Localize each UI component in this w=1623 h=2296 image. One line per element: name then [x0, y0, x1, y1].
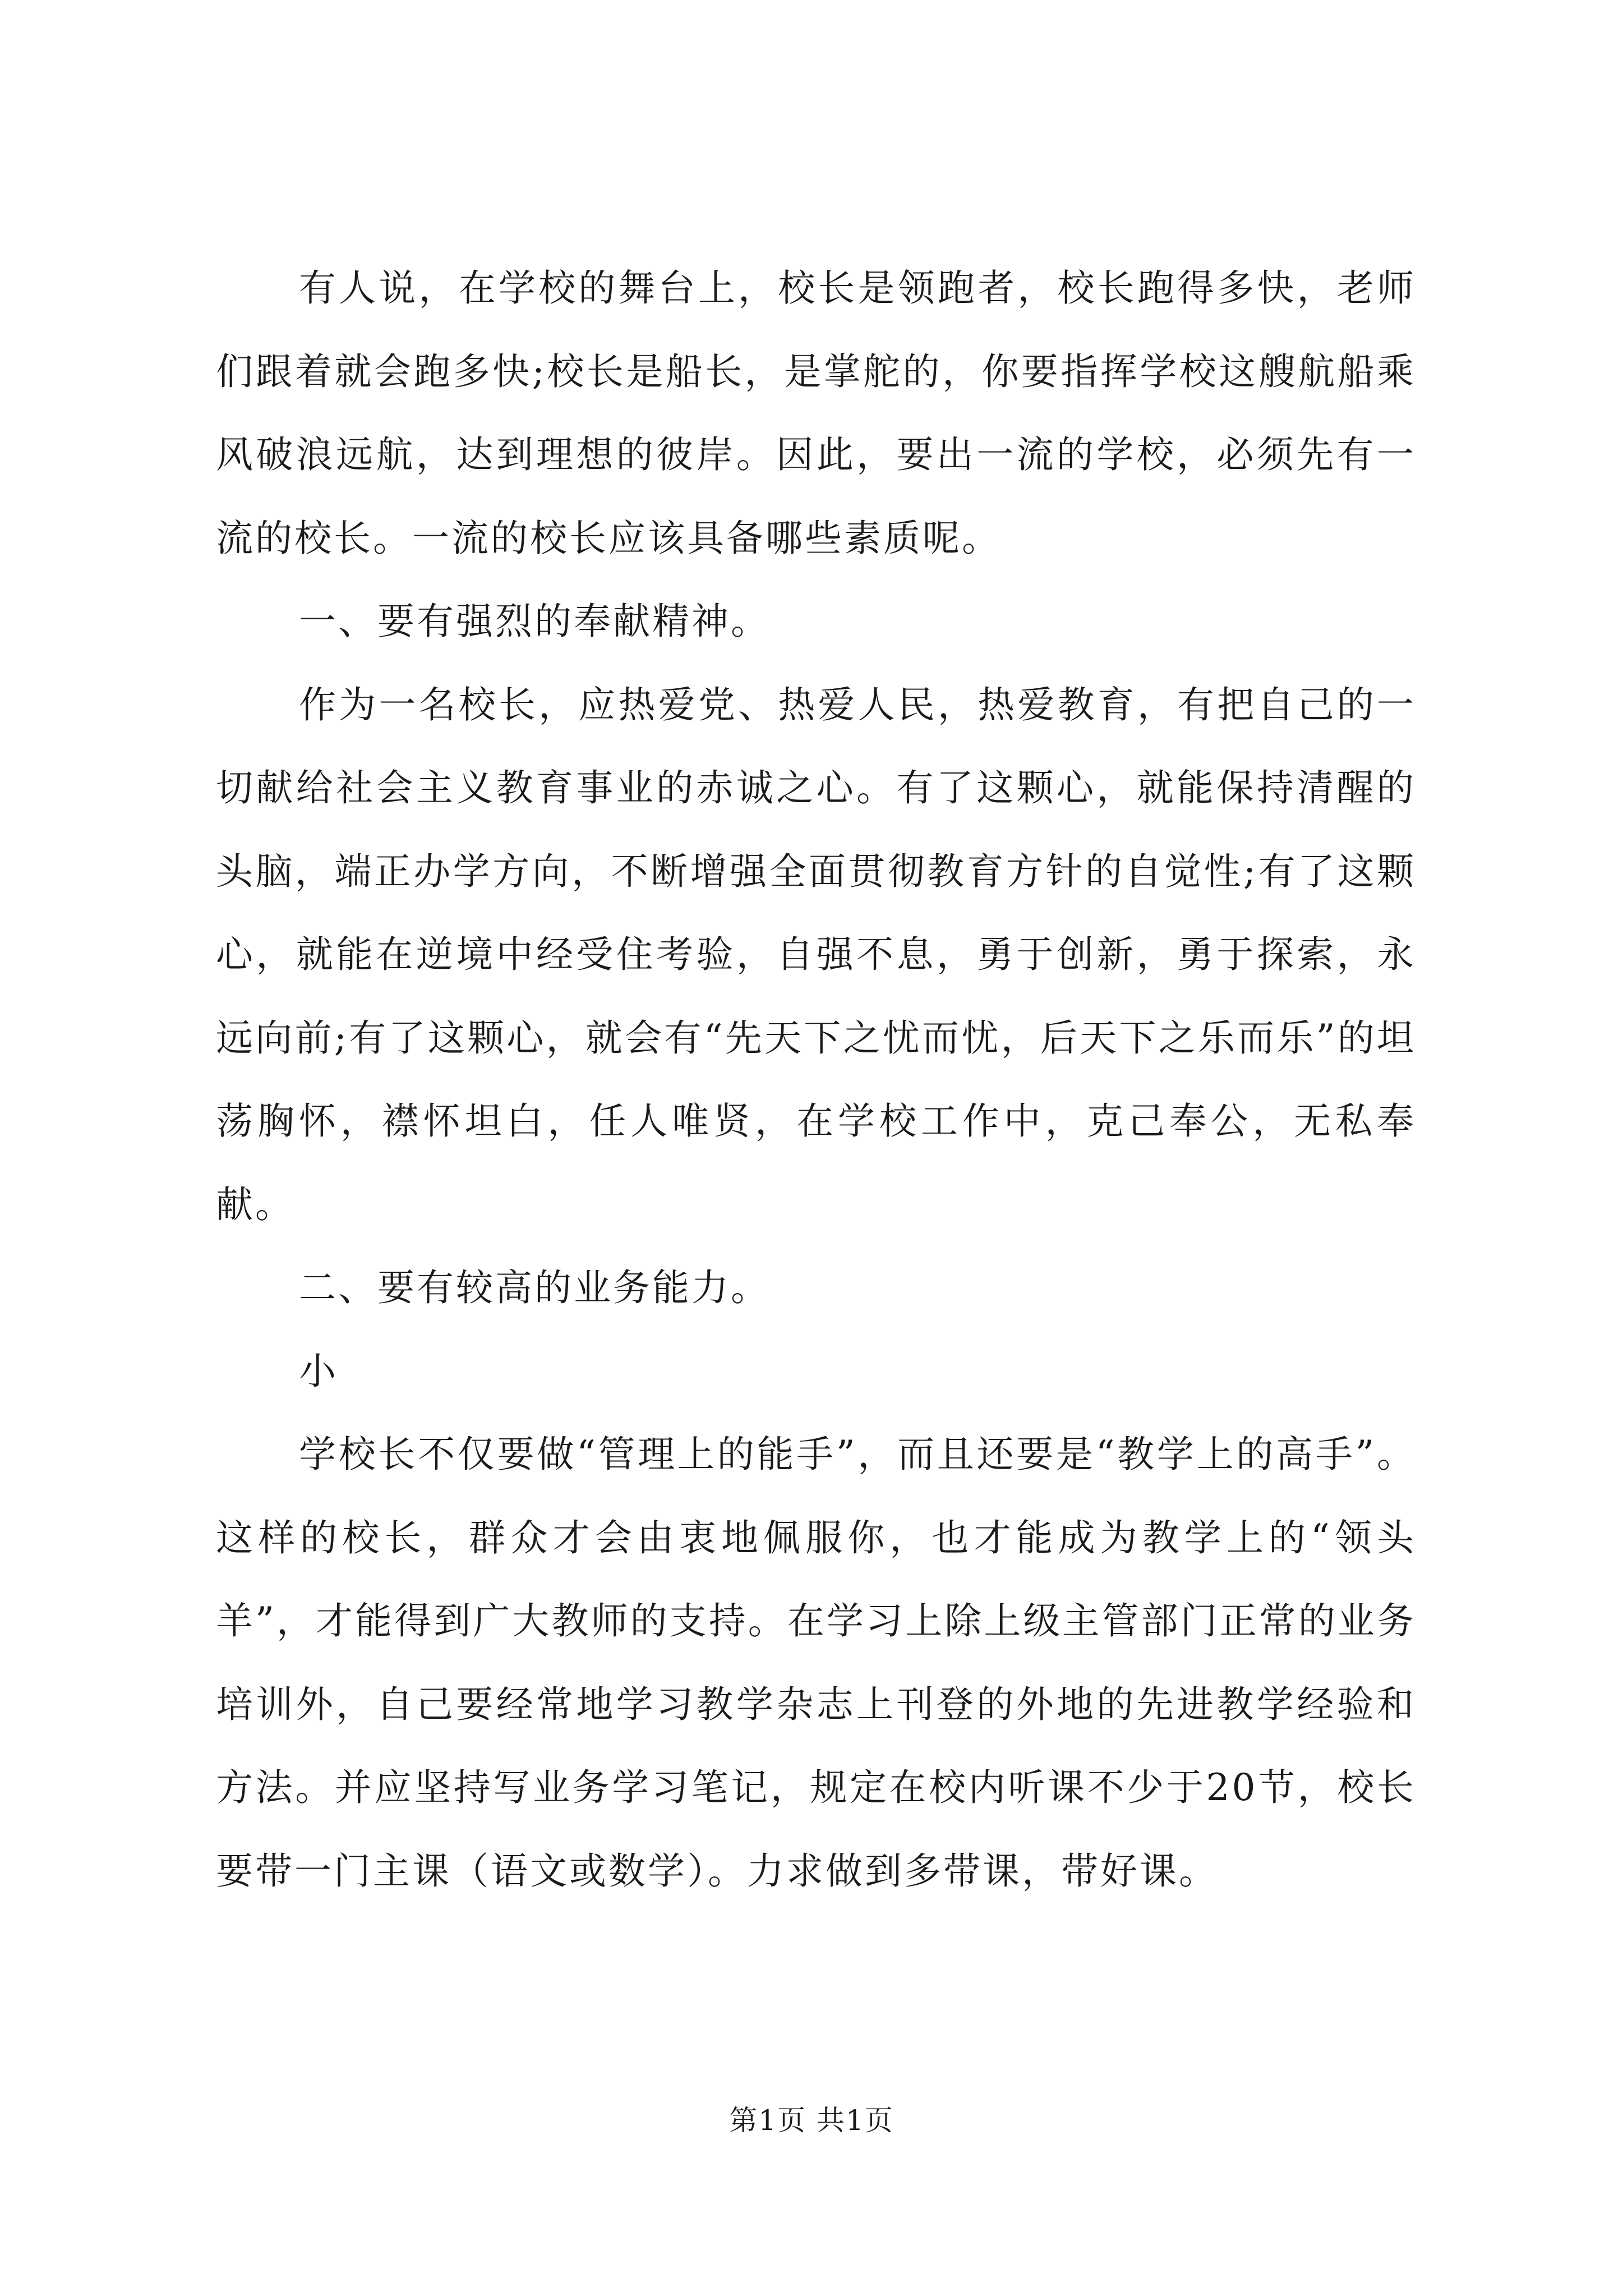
document-body	[216, 247, 1416, 1913]
section-1-paragraph: 作为一名校长，应热爱党、热爱人民，热爱教育，有把自己的一切献给社会主义教育事业的赤诚之心。有了这颗心，就能保持清醒的头脑，端正办学方向，不断增强全面贯彻教育方针的自觉性;有了这颗心，就能在逆境中经受住考验，自强不息，勇于创新，勇于探索，永远向前;有了这颗心，就会有“先天下之忧而忧，后天下之乐而乐”的坦荡胸怀，襟怀坦白，任人唯贤，在学校工作中，克己奉公，无私奉献。	[216, 683, 1416, 1226]
section-heading-1: 一、要有强烈的奉献精神。	[299, 600, 770, 643]
section-heading-2: 二、要有较高的业务能力。	[299, 1266, 770, 1309]
intro-paragraph: 有人说，在学校的舞台上，校长是领跑者，校长跑得多快，老师们跟着就会跑多快;校长是船长，是掌舵的，你要指挥学校这艘航船乘风破浪远航，达到理想的彼岸。因此，要出一流的学校，必须先有一流的校长。一流的校长应该具备哪些素质呢。	[216, 266, 1416, 560]
stray-character-line: 小	[299, 1349, 338, 1393]
section-2-paragraph: 学校长不仅要做“管理上的能手”，而且还要是“教学上的高手”。这样的校长，群众才会由衷地佩服你，也才能成为教学上的“领头羊”，才能得到广大教师的支持。在学习上除上级主管部门正常的业务培训外，自己要经常地学习教学杂志上刊登的外地的先进教学经验和方法。并应坚持写业务学习笔记，规定在校内听课不少于20节，校长要带一门主课（语文或数学）。力求做到多带课，带好课。	[216, 1433, 1416, 1893]
page-footer: 第1页 共1页	[729, 2104, 894, 2137]
